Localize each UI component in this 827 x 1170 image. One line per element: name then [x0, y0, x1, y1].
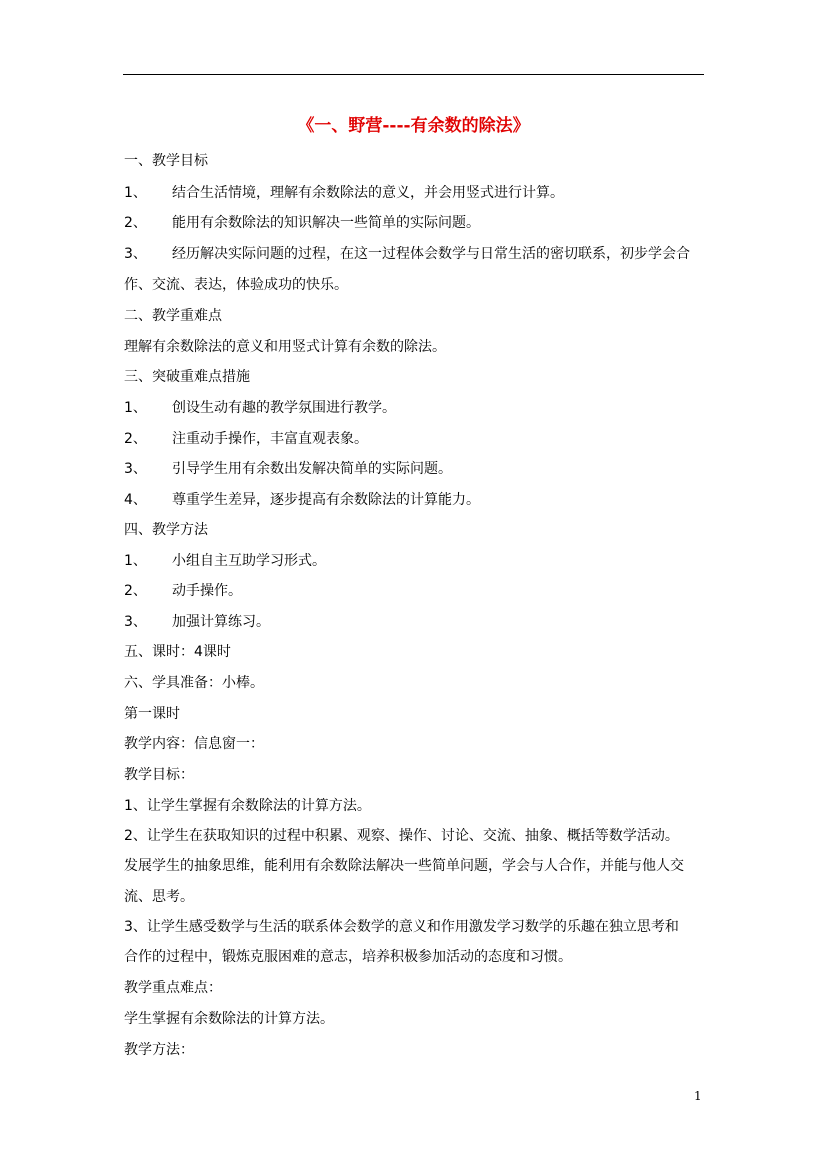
text-line — [124, 1010, 334, 1028]
list-number: 4、 — [124, 492, 147, 508]
text-line — [124, 245, 690, 263]
text-line — [124, 184, 564, 202]
line-text: 教学方法： — [124, 1042, 194, 1058]
text-line — [124, 430, 368, 448]
line-text: 六、学具准备：小棒。 — [124, 675, 264, 691]
line-text: 能用有余数除法的知识解决一些简单的实际问题。 — [172, 215, 480, 231]
list-number: 1、 — [124, 400, 147, 416]
line-text: 创设生动有趣的教学氛围进行教学。 — [172, 400, 396, 416]
header-rule — [123, 74, 704, 75]
text-line — [124, 735, 264, 753]
list-number: 2、 — [124, 431, 147, 447]
text-line — [124, 521, 208, 539]
line-text: 三、突破重难点措施 — [124, 369, 250, 385]
text-line — [124, 613, 270, 631]
line-text: 小组自主互助学习形式。 — [172, 553, 326, 569]
text-line — [124, 643, 231, 661]
text-line — [124, 276, 348, 294]
document-title: 《一、野营----有余数的除法》 — [297, 116, 530, 136]
text-line — [124, 338, 446, 356]
line-text: 作、交流、表达，体验成功的快乐。 — [124, 277, 348, 293]
text-line — [124, 491, 480, 509]
line-text: 教学内容：信息窗一： — [124, 736, 264, 752]
text-line — [124, 368, 250, 386]
line-text: 教学重点难点： — [124, 980, 222, 996]
text-line — [124, 857, 684, 875]
line-text: 3、让学生感受数学与生活的联系体会数学的意义和作用激发学习数学的乐趣在独立思考和 — [124, 919, 679, 935]
line-text: 一、教学目标 — [124, 153, 208, 169]
list-number: 3、 — [124, 614, 147, 630]
line-text: 理解有余数除法的意义和用竖式计算有余数的除法。 — [124, 339, 446, 355]
text-line — [124, 918, 679, 936]
text-line — [124, 674, 264, 692]
list-number: 3、 — [124, 461, 147, 477]
line-text: 结合生活情境，理解有余数除法的意义，并会用竖式进行计算。 — [172, 185, 564, 201]
line-text: 二、教学重难点 — [124, 308, 222, 324]
text-line — [124, 307, 222, 325]
page-number: 1 — [694, 1089, 702, 1103]
text-line — [124, 460, 452, 478]
text-line — [124, 1041, 194, 1059]
text-line — [124, 979, 222, 997]
line-text: 注重动手操作，丰富直观表象。 — [172, 431, 368, 447]
text-line — [124, 705, 180, 723]
line-text: 合作的过程中，锻炼克服困难的意志，培养积极参加活动的态度和习惯。 — [124, 949, 572, 965]
line-text: 学生掌握有余数除法的计算方法。 — [124, 1011, 334, 1027]
text-line — [124, 582, 242, 600]
line-text: 流、思考。 — [124, 889, 194, 905]
text-line — [124, 399, 396, 417]
text-line — [124, 214, 480, 232]
list-number: 1、 — [124, 553, 147, 569]
list-number: 1、 — [124, 185, 147, 201]
line-text: 五、课时：4课时 — [124, 644, 231, 660]
text-line — [124, 766, 194, 784]
line-text: 1、让学生掌握有余数除法的计算方法。 — [124, 798, 371, 814]
list-number: 3、 — [124, 246, 147, 262]
line-text: 经历解决实际问题的过程，在这一过程体会数学与日常生活的密切联系，初步学会合 — [172, 246, 690, 262]
text-line — [124, 797, 371, 815]
line-text: 尊重学生差异，逐步提高有余数除法的计算能力。 — [172, 492, 480, 508]
line-text: 教学目标： — [124, 767, 194, 783]
text-line — [124, 948, 572, 966]
text-line — [124, 552, 326, 570]
line-text: 动手操作。 — [172, 583, 242, 599]
list-number: 2、 — [124, 215, 147, 231]
text-line — [124, 152, 208, 170]
line-text: 第一课时 — [124, 706, 180, 722]
line-text: 引导学生用有余数出发解决简单的实际问题。 — [172, 461, 452, 477]
text-line — [124, 888, 194, 906]
line-text: 2、让学生在获取知识的过程中积累、观察、操作、讨论、交流、抽象、概括等数学活动。 — [124, 828, 679, 844]
list-number: 2、 — [124, 583, 147, 599]
text-line — [124, 827, 679, 845]
line-text: 加强计算练习。 — [172, 614, 270, 630]
line-text: 发展学生的抽象思维，能利用有余数除法解决一些简单问题，学会与人合作，并能与他人交 — [124, 858, 684, 874]
line-text: 四、教学方法 — [124, 522, 208, 538]
